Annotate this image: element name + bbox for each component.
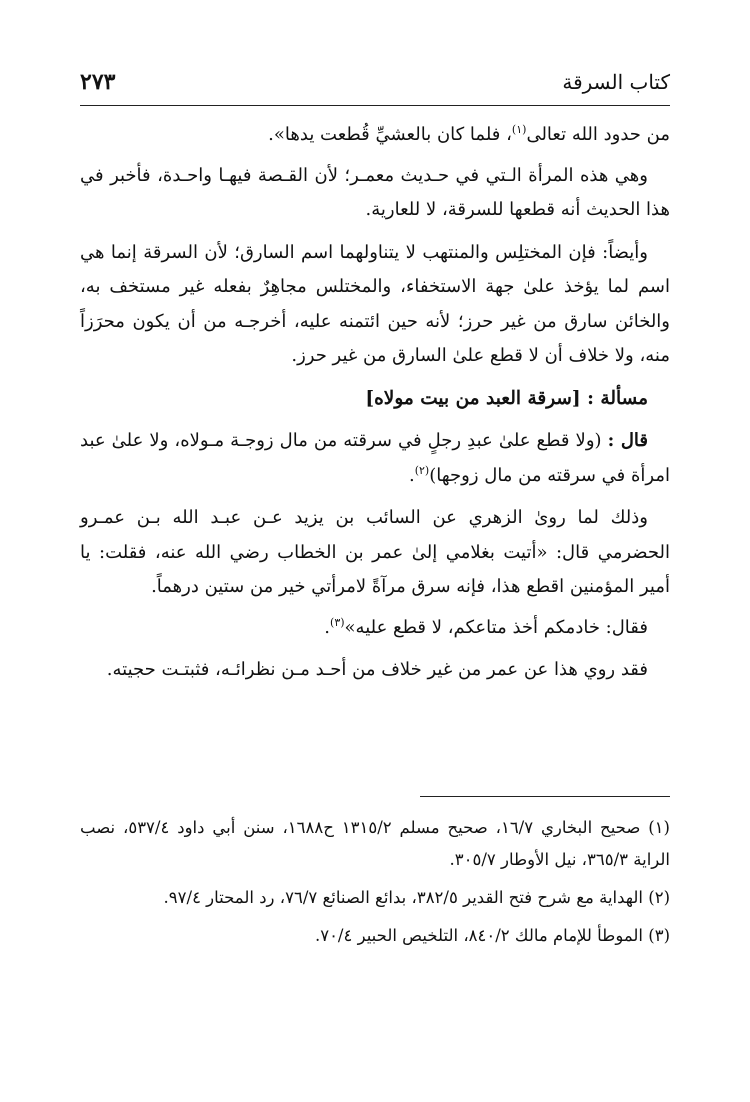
main-text: [80, 118, 670, 696]
paragraph-1-text: من حدود الله تعالى: [526, 124, 670, 145]
issue-label: مسألة :: [587, 387, 648, 409]
paragraph-5: [80, 611, 670, 646]
paragraph-5-text: فقال: خادمكم أخذ متاعكم، لا قطع عليه»: [344, 616, 648, 638]
page-number: ٢٧٣: [80, 69, 116, 95]
qala-label: قال :: [607, 430, 648, 451]
header-divider: [80, 105, 670, 106]
paragraph-3: وأيضاً: فإن المختلِس والمنتهب لا يتناولهما اسم السارق؛ لأن السرقة إنما هي اسم لما يؤخذ علىٰ جهة الاستخفاء، والمختلس مجاهِرٌ بفعله غير مستخف به، والخائن سارق من غير حرز؛ لأنه حين ائتمنه عليه، أخرجـه من أن يكون محرَزاً منه، ولا خلاف أن لا قطع علىٰ السارق من غير حرز.: [80, 241, 670, 366]
footnote-2: (٢) الهداية مع شرح فتح القدير ٣٨٢/٥، بدائع الصنائع ٧٦/٧، رد المحتار ٩٧/٤.: [163, 888, 670, 907]
paragraph-1: [80, 118, 670, 153]
issue-heading: [80, 382, 670, 417]
paragraph-4: وذلك لما روىٰ الزهري عن السائب بن يزيد عـن عبـد الله بـن عمـرو الحضرمي قال: «أتيت بغلامي إلىٰ عمر بن الخطاب رضي الله عنه، فقلت: يا أمير المؤمنين اقطع هذا، فإنه سرق مرآةً لامرأتي خير من ستين درهماً.: [80, 507, 670, 597]
book-title: كتاب السرقة: [562, 70, 670, 94]
running-header: [80, 64, 670, 100]
paragraph-1-end: ، فلما كان بالعشيِّ قُطعت يدها».: [268, 124, 512, 145]
paragraph-2: وهي هذه المرأة الـتي في حـديث معمـر؛ لأن القـصة فيهـا واحـدة، فأخبر في هذا الحديث أنه قطعها للسرقة، لا للعارية.: [80, 164, 670, 220]
qala-paragraph: [80, 424, 670, 493]
footnote-3: (٣) الموطأ للإمام مالك ٨٤٠/٢، التلخيص الحبير ٧٠/٤.: [314, 926, 670, 945]
qala-end: .: [408, 464, 415, 486]
footnote-ref-2: (٢): [414, 463, 430, 477]
footnote-1: (١) صحيح البخاري ١٦/٧، صحيح مسلم ١٣١٥/٢ ح١٦٨٨، سنن أبي داود ٥٣٧/٤، نصب الراية ٣٦٥/٣، نيل الأوطار ٣٠٥/٧.: [80, 818, 670, 869]
paragraph-6: فقد روي هذا عن عمر من غير خلاف من أحـد مـن نظرائـه، فثبتـت حجيته.: [106, 659, 648, 680]
footnote-ref-1: (١): [511, 123, 527, 136]
footnote-divider: [420, 796, 670, 797]
footnote-ref-3: (٣): [330, 615, 345, 629]
footnotes: [80, 812, 670, 958]
paragraph-5-end: .: [324, 616, 331, 638]
qala-text: (ولا قطع علىٰ عبدِ رجلٍ في سرقته من مال زوجـة مـولاه، ولا علىٰ عبد امرأة في سرقته من مال زوجها): [80, 430, 670, 486]
issue-title: [سرقة العبد من بيت مولاه]: [365, 387, 581, 409]
